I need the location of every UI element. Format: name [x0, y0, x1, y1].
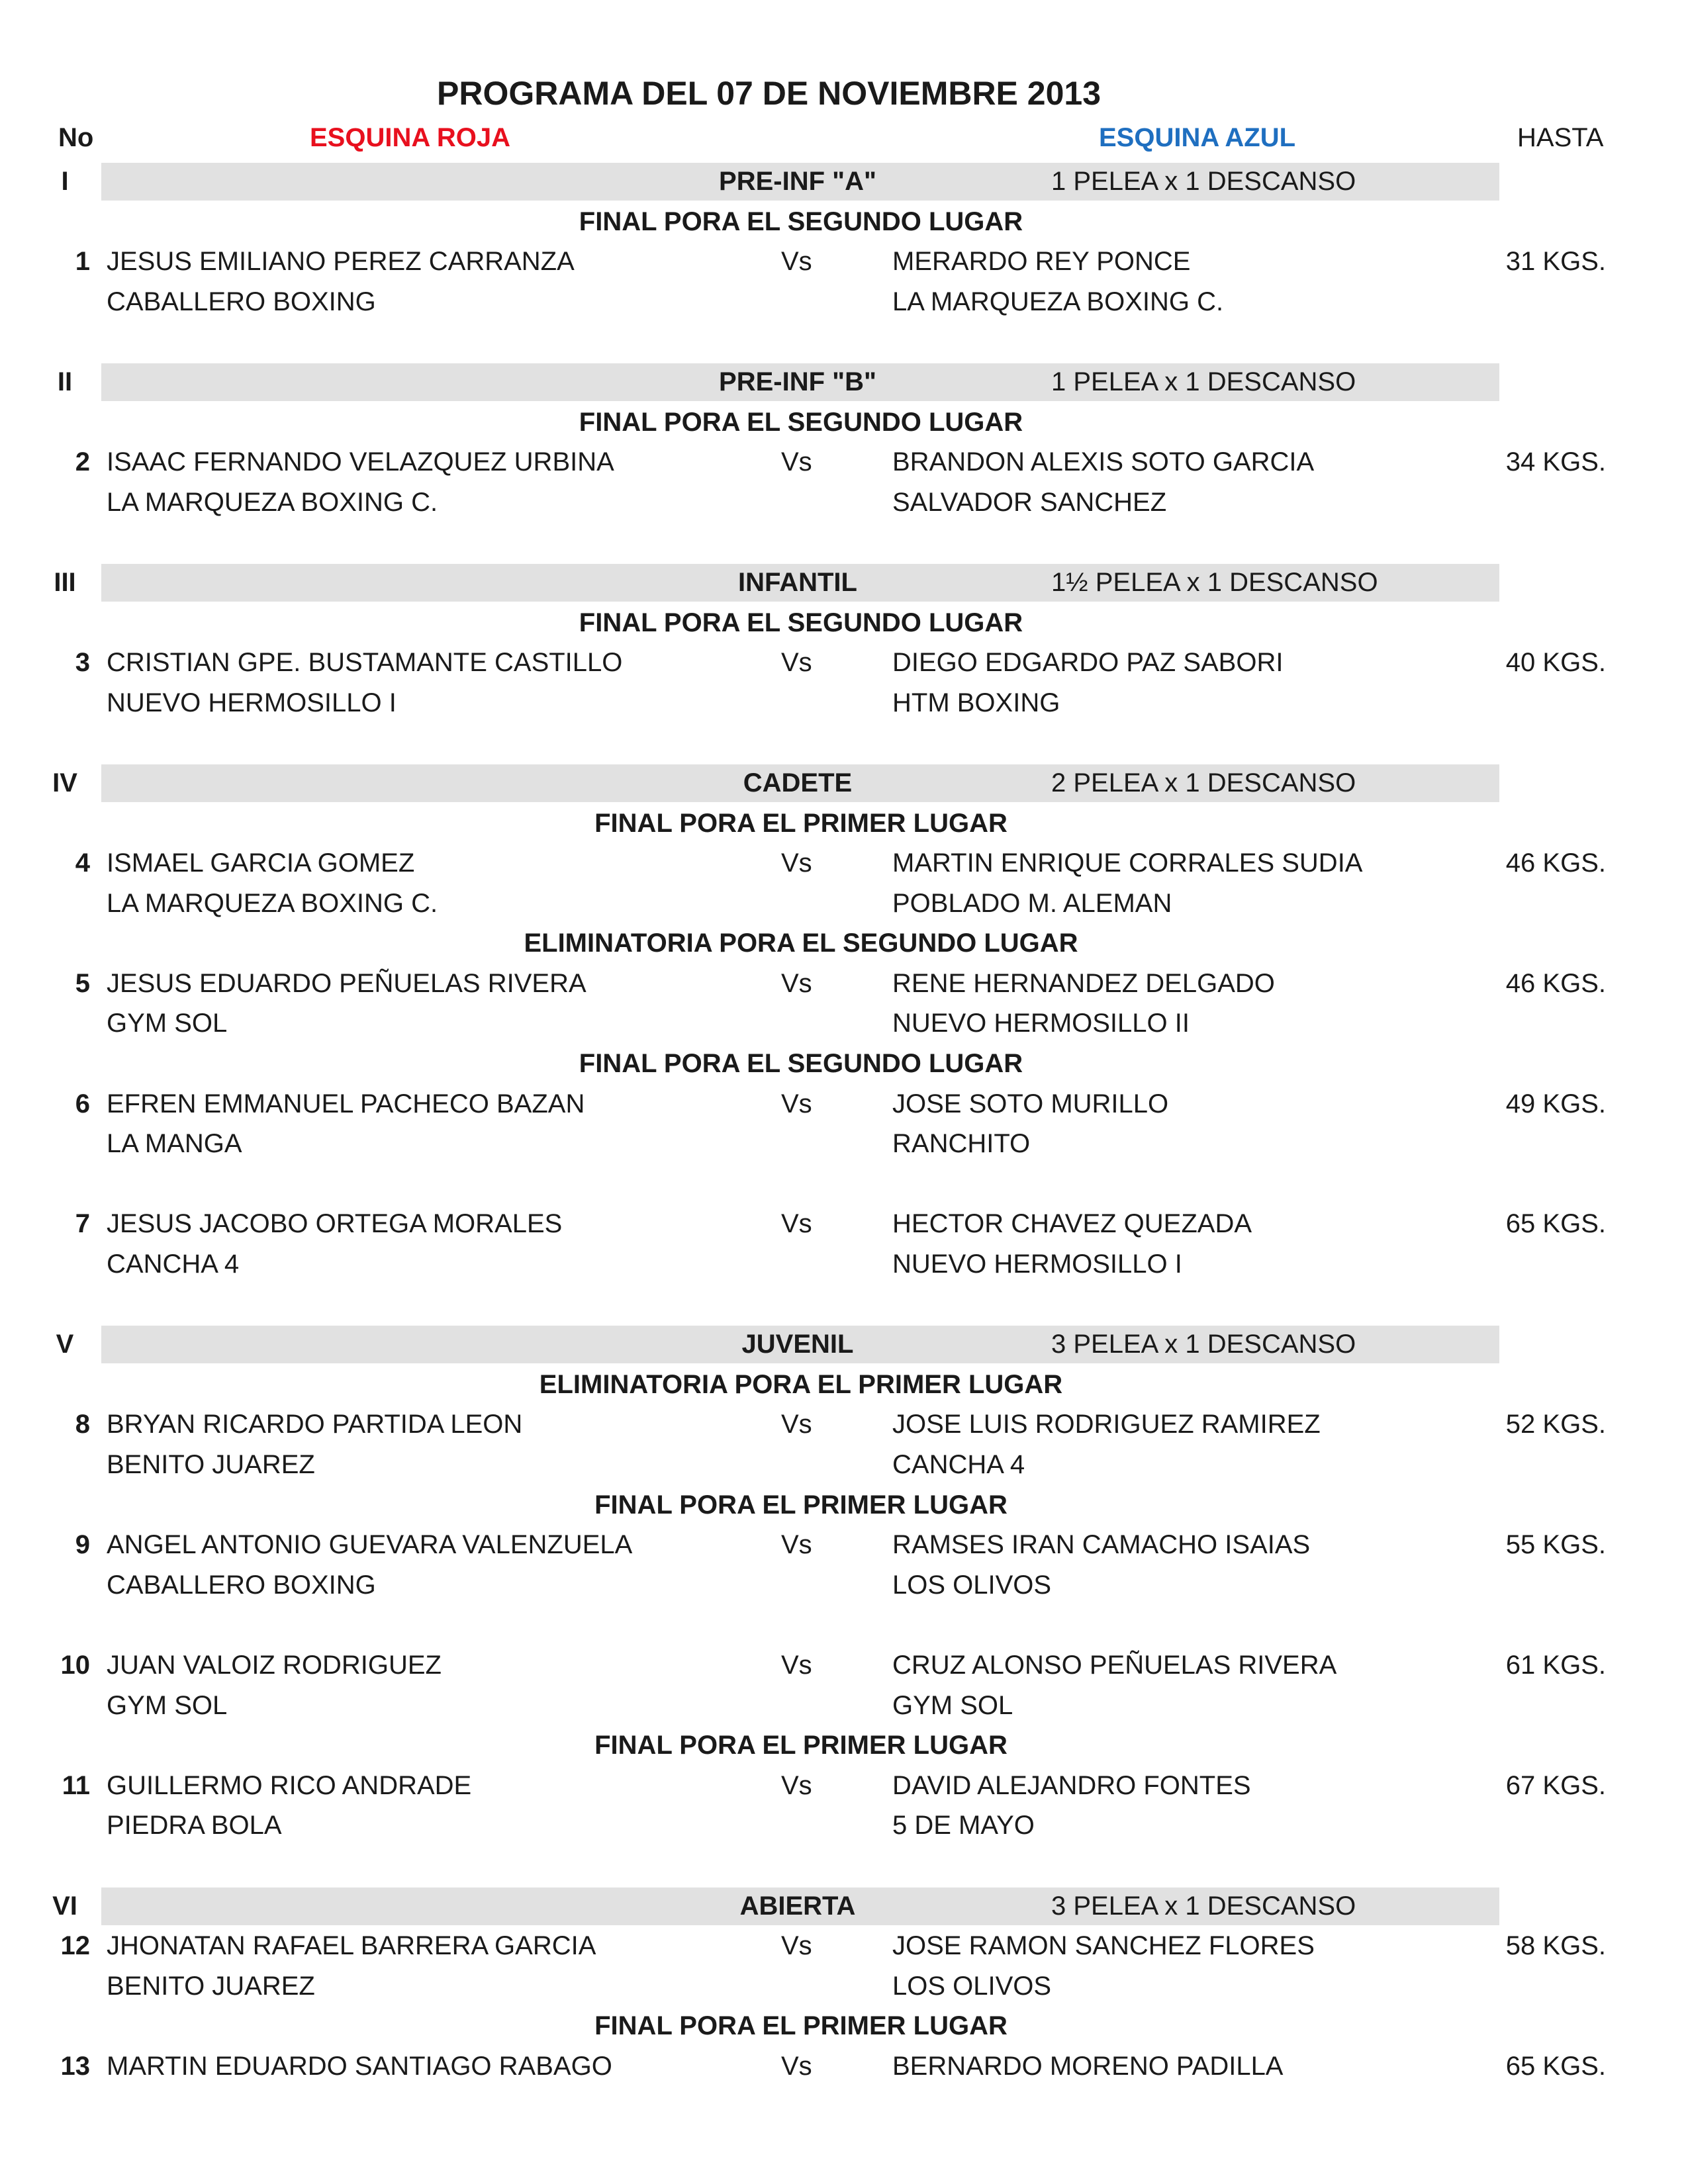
- versus-label: Vs: [781, 848, 812, 878]
- club-row: [0, 1966, 1688, 2007]
- club-row: [0, 1244, 1688, 1285]
- blue-corner-boxer: BERNARDO MORENO PADILLA: [892, 2051, 1284, 2081]
- red-corner-club: BENITO JUAREZ: [107, 1450, 315, 1479]
- category-name: ABIERTA: [739, 1891, 856, 1921]
- category-row: [0, 362, 1688, 402]
- blue-corner-boxer: BRANDON ALEXIS SOTO GARCIA: [892, 447, 1315, 477]
- category-roman-numeral: V: [56, 1330, 74, 1359]
- header-blue-corner: ESQUINA AZUL: [1099, 123, 1296, 152]
- versus-label: Vs: [781, 1770, 812, 1800]
- bout-number: 8: [75, 1410, 90, 1439]
- spacer-row: [0, 1605, 1688, 1645]
- bout-number: 12: [60, 1931, 90, 1961]
- bout-row: [0, 964, 1688, 1004]
- red-corner-club: LA MARQUEZA BOXING C.: [107, 487, 438, 517]
- category-name: PRE-INF "B": [719, 367, 876, 396]
- blue-corner-club: RANCHITO: [892, 1129, 1031, 1159]
- red-corner-boxer: GUILLERMO RICO ANDRADE: [107, 1770, 472, 1800]
- bout-number: 2: [75, 447, 90, 477]
- category-name: JUVENIL: [741, 1330, 854, 1359]
- club-row: [0, 1445, 1688, 1485]
- stage-heading-row: [0, 1725, 1688, 1766]
- blue-corner-boxer: JOSE LUIS RODRIGUEZ RAMIREZ: [892, 1410, 1321, 1439]
- spacer-row: [0, 522, 1688, 563]
- bout-program-table: [0, 161, 1688, 2087]
- club-row: [0, 884, 1688, 924]
- weight-limit: 34 KGS.: [1505, 447, 1606, 477]
- stage-heading-row: [0, 923, 1688, 964]
- versus-label: Vs: [781, 2051, 812, 2081]
- bout-row: [0, 1525, 1688, 1565]
- stage-heading: FINAL PORA EL PRIMER LUGAR: [594, 1731, 1008, 1760]
- blue-corner-club: CANCHA 4: [892, 1450, 1025, 1479]
- category-row: [0, 563, 1688, 603]
- stage-heading: ELIMINATORIA PORA EL SEGUNDO LUGAR: [524, 929, 1078, 958]
- stage-heading: FINAL PORA EL SEGUNDO LUGAR: [579, 608, 1023, 637]
- red-corner-boxer: JUAN VALOIZ RODRIGUEZ: [107, 1650, 442, 1680]
- club-row: [0, 683, 1688, 723]
- versus-label: Vs: [781, 648, 812, 678]
- red-corner-club: LA MARQUEZA BOXING C.: [107, 888, 438, 918]
- blue-corner-club: NUEVO HERMOSILLO I: [892, 1250, 1182, 1279]
- club-row: [0, 1805, 1688, 1846]
- bout-row: [0, 1766, 1688, 1806]
- red-corner-boxer: JESUS EMILIANO PEREZ CARRANZA: [107, 247, 575, 277]
- red-corner-club: CANCHA 4: [107, 1250, 240, 1279]
- bout-number: 1: [75, 247, 90, 277]
- blue-corner-boxer: MERARDO REY PONCE: [892, 247, 1191, 277]
- spacer-row: [0, 322, 1688, 362]
- weight-limit: 67 KGS.: [1505, 1770, 1606, 1800]
- bout-row: [0, 1084, 1688, 1124]
- category-rounds-info: 2 PELEA x 1 DESCANSO: [1051, 768, 1356, 797]
- spacer-row: [0, 1285, 1688, 1325]
- weight-limit: 49 KGS.: [1505, 1089, 1606, 1118]
- red-corner-club: CABALLERO BOXING: [107, 287, 376, 316]
- category-roman-numeral: IV: [52, 768, 77, 797]
- stage-heading: FINAL PORA EL PRIMER LUGAR: [594, 808, 1008, 838]
- bout-row: [0, 2046, 1688, 2087]
- page-title: PROGRAMA DEL 07 DE NOVIEMBRE 2013: [437, 75, 1102, 112]
- blue-corner-boxer: DIEGO EDGARDO PAZ SABORI: [892, 648, 1284, 678]
- category-name: INFANTIL: [738, 567, 857, 597]
- club-row: [0, 1565, 1688, 1606]
- stage-heading-row: [0, 803, 1688, 844]
- category-row: [0, 763, 1688, 803]
- club-row: [0, 482, 1688, 523]
- blue-corner-club: HTM BOXING: [892, 688, 1060, 717]
- club-row: [0, 1003, 1688, 1044]
- red-corner-boxer: CRISTIAN GPE. BUSTAMANTE CASTILLO: [107, 648, 623, 678]
- bout-row: [0, 1645, 1688, 1686]
- category-rounds-info: 3 PELEA x 1 DESCANSO: [1051, 1330, 1356, 1359]
- bout-number: 10: [60, 1650, 90, 1680]
- bout-number: 9: [75, 1530, 90, 1560]
- red-corner-boxer: JESUS JACOBO ORTEGA MORALES: [107, 1209, 563, 1239]
- stage-heading: FINAL PORA EL PRIMER LUGAR: [594, 2011, 1008, 2041]
- spacer-row: [0, 723, 1688, 763]
- red-corner-club: NUEVO HERMOSILLO I: [107, 688, 397, 717]
- stage-heading: ELIMINATORIA PORA EL PRIMER LUGAR: [539, 1369, 1063, 1399]
- blue-corner-boxer: DAVID ALEJANDRO FONTES: [892, 1770, 1251, 1800]
- weight-limit: 46 KGS.: [1505, 848, 1606, 878]
- stage-heading-row: [0, 603, 1688, 643]
- weight-limit: 40 KGS.: [1505, 648, 1606, 678]
- red-corner-club: GYM SOL: [107, 1009, 228, 1038]
- weight-limit: 58 KGS.: [1505, 1931, 1606, 1961]
- red-corner-boxer: ISMAEL GARCIA GOMEZ: [107, 848, 415, 878]
- bout-number: 3: [75, 648, 90, 678]
- blue-corner-boxer: HECTOR CHAVEZ QUEZADA: [892, 1209, 1252, 1239]
- versus-label: Vs: [781, 1089, 812, 1118]
- category-rounds-info: 1½ PELEA x 1 DESCANSO: [1051, 567, 1378, 597]
- bout-number: 6: [75, 1089, 90, 1118]
- blue-corner-club: SALVADOR SANCHEZ: [892, 487, 1167, 517]
- versus-label: Vs: [781, 1931, 812, 1961]
- header-weight-limit: HASTA: [1517, 123, 1604, 152]
- versus-label: Vs: [781, 247, 812, 277]
- bout-row: [0, 843, 1688, 884]
- stage-heading-row: [0, 1485, 1688, 1525]
- blue-corner-boxer: MARTIN ENRIQUE CORRALES SUDIA: [892, 848, 1363, 878]
- blue-corner-boxer: RENE HERNANDEZ DELGADO: [892, 968, 1275, 998]
- bout-number: 7: [75, 1209, 90, 1239]
- red-corner-boxer: ANGEL ANTONIO GUEVARA VALENZUELA: [107, 1530, 633, 1560]
- stage-heading-row: [0, 1365, 1688, 1405]
- blue-corner-club: POBLADO M. ALEMAN: [892, 888, 1172, 918]
- versus-label: Vs: [781, 1209, 812, 1239]
- red-corner-boxer: JESUS EDUARDO PEÑUELAS RIVERA: [107, 968, 586, 998]
- red-corner-club: GYM SOL: [107, 1690, 228, 1720]
- stage-heading-row: [0, 1044, 1688, 1084]
- category-roman-numeral: II: [57, 367, 73, 396]
- stage-heading: FINAL PORA EL SEGUNDO LUGAR: [579, 206, 1023, 236]
- category-rounds-info: 1 PELEA x 1 DESCANSO: [1051, 167, 1356, 196]
- red-corner-boxer: EFREN EMMANUEL PACHECO BAZAN: [107, 1089, 585, 1118]
- bout-row: [0, 1204, 1688, 1244]
- versus-label: Vs: [781, 1530, 812, 1560]
- red-corner-boxer: BRYAN RICARDO PARTIDA LEON: [107, 1410, 523, 1439]
- category-roman-numeral: VI: [52, 1891, 77, 1921]
- category-row: [0, 161, 1688, 202]
- bout-number: 11: [62, 1770, 90, 1800]
- weight-limit: 65 KGS.: [1505, 1209, 1606, 1239]
- weight-limit: 46 KGS.: [1505, 968, 1606, 998]
- category-row: [0, 1886, 1688, 1927]
- club-row: [0, 1124, 1688, 1164]
- club-row: [0, 282, 1688, 322]
- spacer-row: [0, 1164, 1688, 1205]
- club-row: [0, 1686, 1688, 1726]
- weight-limit: 52 KGS.: [1505, 1410, 1606, 1439]
- bout-row: [0, 442, 1688, 482]
- bout-number: 13: [60, 2051, 90, 2081]
- versus-label: Vs: [781, 1650, 812, 1680]
- category-rounds-info: 1 PELEA x 1 DESCANSO: [1051, 367, 1356, 396]
- weight-limit: 55 KGS.: [1505, 1530, 1606, 1560]
- blue-corner-club: GYM SOL: [892, 1690, 1013, 1720]
- blue-corner-boxer: RAMSES IRAN CAMACHO ISAIAS: [892, 1530, 1311, 1560]
- bout-row: [0, 242, 1688, 282]
- red-corner-boxer: MARTIN EDUARDO SANTIAGO RABAGO: [107, 2051, 612, 2081]
- blue-corner-club: LOS OLIVOS: [892, 1971, 1052, 2001]
- blue-corner-club: 5 DE MAYO: [892, 1811, 1035, 1841]
- weight-limit: 31 KGS.: [1505, 247, 1606, 277]
- blue-corner-boxer: JOSE SOTO MURILLO: [892, 1089, 1169, 1118]
- red-corner-club: CABALLERO BOXING: [107, 1570, 376, 1600]
- stage-heading-row: [0, 402, 1688, 443]
- header-red-corner: ESQUINA ROJA: [310, 123, 511, 152]
- versus-label: Vs: [781, 1410, 812, 1439]
- bout-row: [0, 1926, 1688, 1966]
- blue-corner-club: NUEVO HERMOSILLO II: [892, 1009, 1190, 1038]
- weight-limit: 61 KGS.: [1505, 1650, 1606, 1680]
- bout-row: [0, 1404, 1688, 1445]
- bout-number: 4: [75, 848, 90, 878]
- weight-limit: 65 KGS.: [1505, 2051, 1606, 2081]
- blue-corner-boxer: JOSE RAMON SANCHEZ FLORES: [892, 1931, 1315, 1961]
- red-corner-club: PIEDRA BOLA: [107, 1811, 282, 1841]
- bout-row: [0, 643, 1688, 683]
- blue-corner-club: LA MARQUEZA BOXING C.: [892, 287, 1224, 316]
- category-roman-numeral: I: [61, 167, 69, 196]
- red-corner-boxer: JHONATAN RAFAEL BARRERA GARCIA: [107, 1931, 596, 1961]
- stage-heading: FINAL PORA EL PRIMER LUGAR: [594, 1490, 1008, 1520]
- versus-label: Vs: [781, 968, 812, 998]
- red-corner-boxer: ISAAC FERNANDO VELAZQUEZ URBINA: [107, 447, 614, 477]
- versus-label: Vs: [781, 447, 812, 477]
- category-name: PRE-INF "A": [719, 167, 876, 196]
- category-row: [0, 1324, 1688, 1365]
- header-no: No: [58, 123, 94, 152]
- stage-heading-row: [0, 2006, 1688, 2046]
- red-corner-club: BENITO JUAREZ: [107, 1971, 315, 2001]
- red-corner-club: LA MANGA: [107, 1129, 242, 1159]
- stage-heading: FINAL PORA EL SEGUNDO LUGAR: [579, 407, 1023, 437]
- spacer-row: [0, 1846, 1688, 1886]
- stage-heading: FINAL PORA EL SEGUNDO LUGAR: [579, 1049, 1023, 1079]
- stage-heading-row: [0, 202, 1688, 242]
- category-name: CADETE: [743, 768, 853, 797]
- bout-number: 5: [75, 968, 90, 998]
- category-rounds-info: 3 PELEA x 1 DESCANSO: [1051, 1891, 1356, 1921]
- category-roman-numeral: III: [54, 567, 76, 597]
- blue-corner-boxer: CRUZ ALONSO PEÑUELAS RIVERA: [892, 1650, 1337, 1680]
- blue-corner-club: LOS OLIVOS: [892, 1570, 1052, 1600]
